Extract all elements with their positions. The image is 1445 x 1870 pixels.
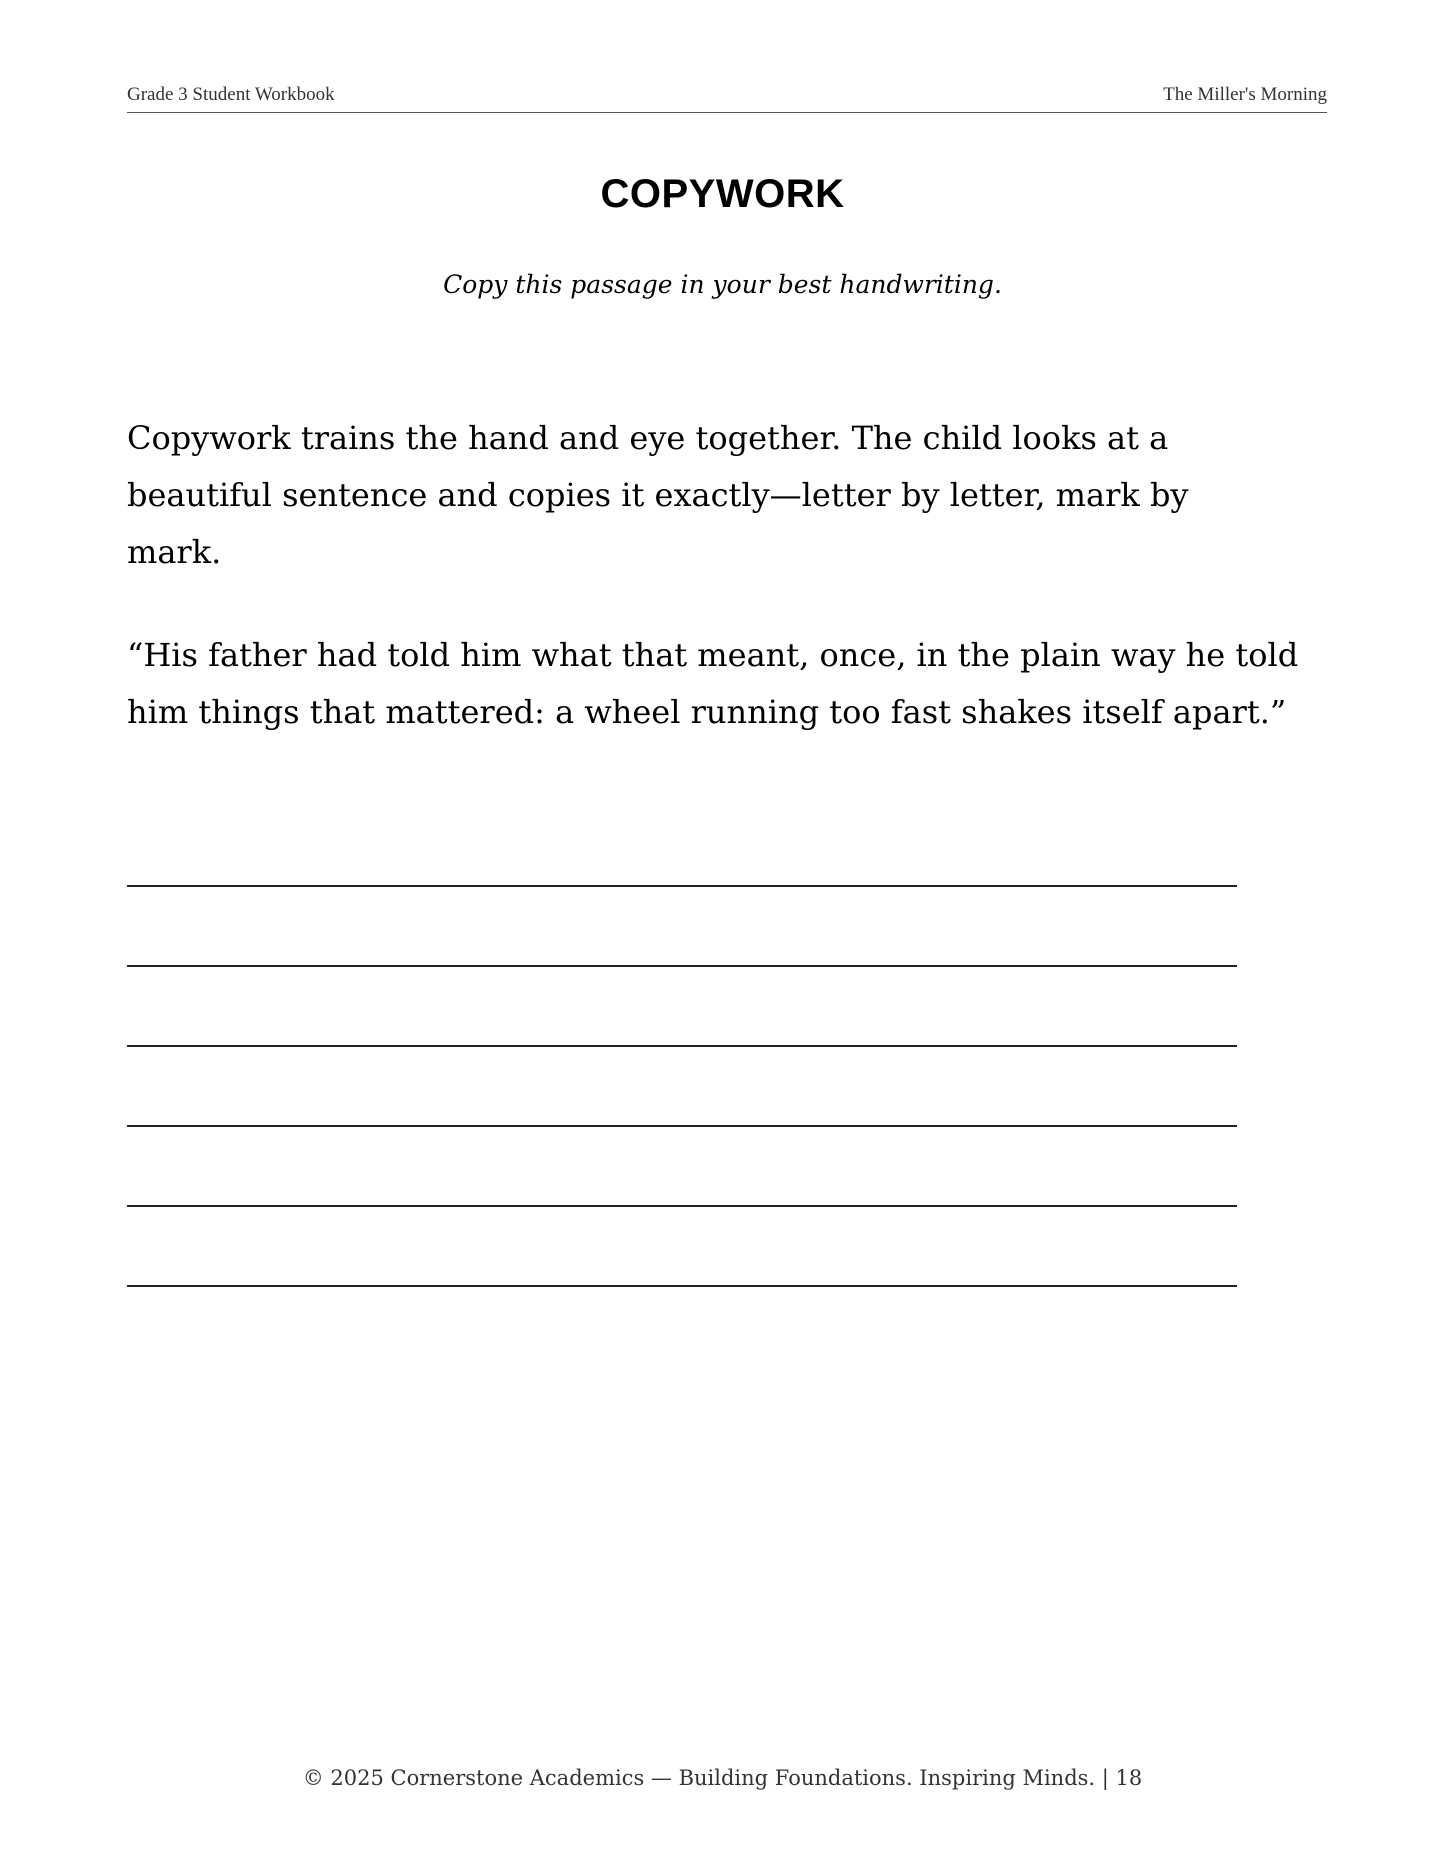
intro-paragraph: Copywork trains the hand and eye together. The child looks at a beautiful sentence and copies it exactly—letter by letter, mark by mark. [127, 419, 1189, 571]
writing-line[interactable] [127, 1205, 1237, 1207]
writing-line[interactable] [127, 965, 1237, 967]
copy-passage: “His father had told him what that meant, once, in the plain way he told him things that mattered: a wheel running too fast shakes itself apart.” [127, 636, 1299, 731]
page-title: COPYWORK [600, 172, 845, 216]
writing-line[interactable] [127, 1045, 1237, 1047]
instruction-text: Copy this passage in your best handwriting. [443, 270, 1002, 299]
page-footer: © 2025 Cornerstone Academics — Building Foundations. Inspiring Minds. | 18 [302, 1766, 1143, 1790]
writing-line[interactable] [127, 1125, 1237, 1127]
writing-line[interactable] [127, 1285, 1237, 1287]
header-story-title: The Miller's Morning [1163, 84, 1327, 105]
page-header [127, 84, 1327, 113]
writing-line[interactable] [127, 885, 1237, 887]
header-workbook-title: Grade 3 Student Workbook [127, 84, 335, 105]
